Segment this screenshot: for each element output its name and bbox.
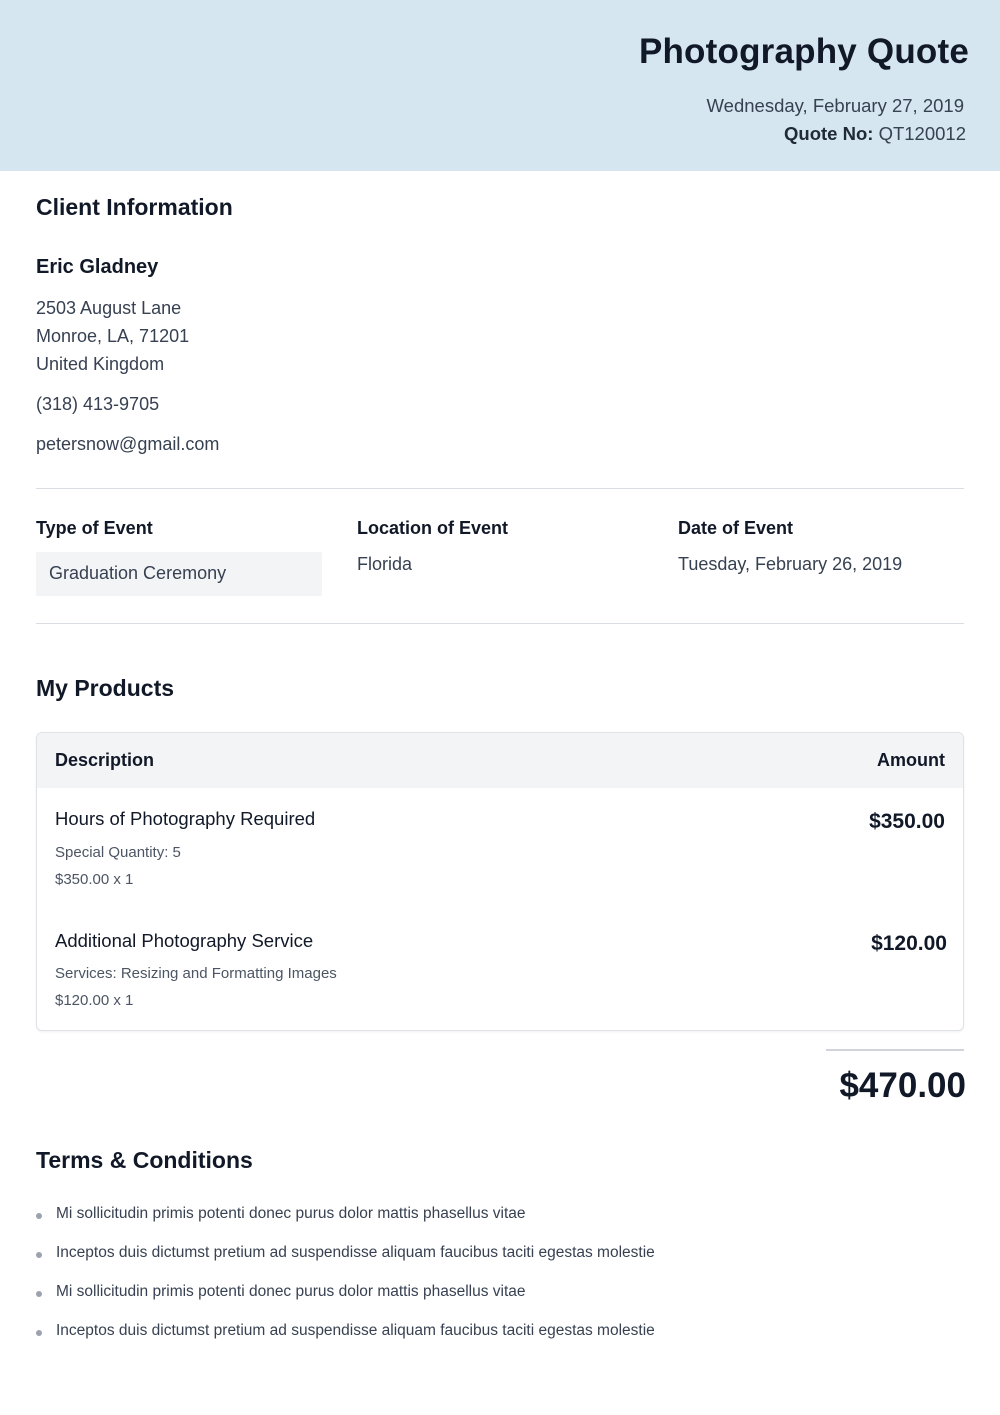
item-detail: Services: Resizing and Formatting Images [55, 965, 337, 982]
terms-heading: Terms & Conditions [36, 1147, 253, 1173]
list-item [36, 1322, 655, 1361]
column-header-description: Description [55, 750, 155, 770]
item-detail: Special Quantity: 5 [55, 844, 181, 861]
bullet-icon [36, 1252, 42, 1258]
total-divider [826, 1049, 964, 1051]
client-name: Eric Gladney [36, 256, 159, 278]
event-date-value: Tuesday, February 26, 2019 [678, 554, 903, 574]
item-name: Additional Photography Service [55, 930, 314, 951]
divider [36, 488, 964, 489]
bullet-icon [36, 1330, 42, 1336]
term-text: Mi sollicitudin primis potenti donec purus dolor mattis phasellus vitae [56, 1283, 526, 1300]
client-country: United Kingdom [36, 354, 165, 374]
list-item [36, 1283, 655, 1322]
divider [36, 623, 964, 624]
item-calc: $350.00 x 1 [55, 871, 134, 888]
list-item [36, 1205, 655, 1244]
event-date-label: Date of Event [678, 518, 794, 538]
event-location-label: Location of Event [357, 518, 509, 538]
list-item [36, 1244, 655, 1283]
bullet-icon [36, 1291, 42, 1297]
page-title: Photography Quote [638, 32, 969, 71]
quote-number-label: Quote No: [784, 123, 874, 144]
quote-date: Wednesday, February 27, 2019 [706, 95, 964, 116]
event-type-value: Graduation Ceremony [49, 563, 227, 583]
quote-header [0, 0, 1000, 171]
products-table [36, 732, 964, 1031]
event-type-field [36, 552, 322, 596]
item-name: Hours of Photography Required [55, 808, 316, 829]
item-calc: $120.00 x 1 [55, 992, 134, 1009]
event-location-value: Florida [357, 554, 413, 574]
client-address-line2: Monroe, LA, 71201 [36, 326, 190, 346]
term-text: Inceptos duis dictumst pretium ad suspendisse aliquam faucibus taciti egestas molestie [56, 1244, 655, 1261]
client-phone: (318) 413-9705 [36, 394, 160, 414]
item-amount: $120.00 [871, 932, 947, 955]
client-email: petersnow@gmail.com [36, 434, 220, 454]
term-text: Mi sollicitudin primis potenti donec purus dolor mattis phasellus vitae [56, 1205, 526, 1222]
bullet-icon [36, 1213, 42, 1219]
client-address-line1: 2503 August Lane [36, 298, 182, 318]
event-type-label: Type of Event [36, 518, 153, 538]
terms-list [36, 1205, 655, 1361]
quote-number-value: QT120012 [878, 123, 966, 144]
products-heading: My Products [36, 675, 175, 701]
client-info-heading: Client Information [36, 194, 233, 220]
table-header [37, 733, 963, 788]
quote-number-line [784, 123, 966, 145]
item-amount: $350.00 [869, 810, 945, 833]
column-header-amount: Amount [877, 750, 945, 770]
quote-total: $470.00 [839, 1066, 966, 1105]
term-text: Inceptos duis dictumst pretium ad suspendisse aliquam faucibus taciti egestas molestie [56, 1322, 655, 1339]
